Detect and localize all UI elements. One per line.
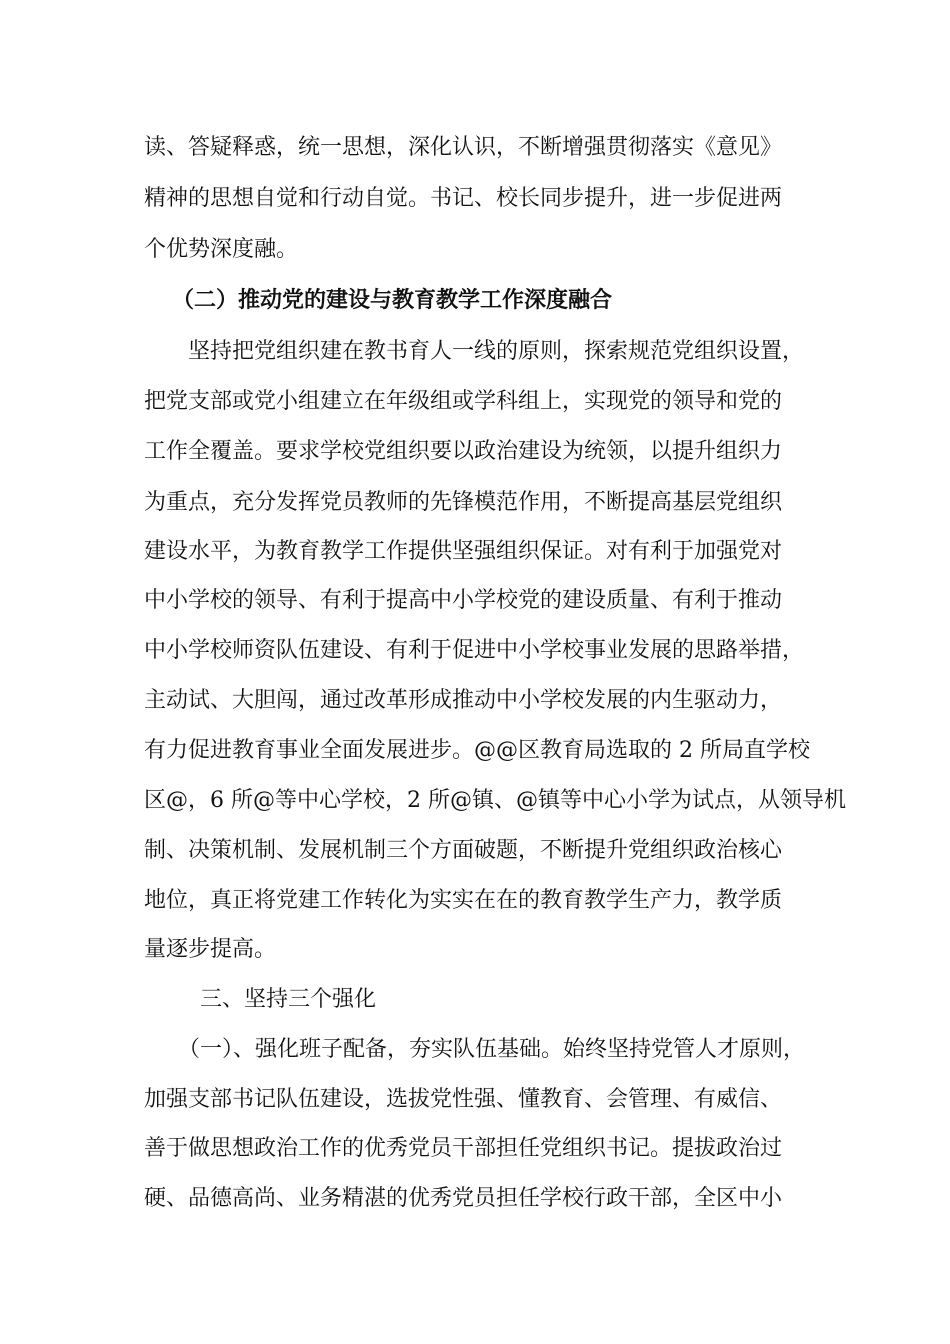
- paragraph-3-line-4: 硬、品德高尚、业务精湛的优秀党员担任学校行政干部，全区中小: [144, 1186, 783, 1211]
- paragraph-2-line-10: 区@，6 所@等中心学校，2 所@镇、@镇等中心小学为试点，从领导机: [144, 788, 846, 813]
- paragraph-3-line-2: 加强支部书记队伍建设，选拔党性强、懂教育、会管理、有威信、: [144, 1087, 783, 1112]
- paragraph-2-line-1: 坚持把党组织建在教书育人一线的原则，探索规范党组织设置，: [188, 339, 805, 364]
- paragraph-2-line-13: 量逐步提高。: [144, 937, 277, 962]
- paragraph-2-line-8: 主动试、大胆闯，通过改革形成推动中小学校发展的内生驱动力，: [144, 688, 783, 713]
- paragraph-3-line-3: 善于做思想政治工作的优秀党员干部担任党组织书记。提拔政治过: [144, 1136, 783, 1161]
- paragraph-2-line-3: 工作全覆盖。要求学校党组织要以政治建设为统领，以提升组织力: [144, 439, 783, 464]
- section-heading-3: 三、坚持三个强化: [200, 987, 377, 1012]
- paragraph-2-line-2: 把党支部或党小组建立在年级组或学科组上，实现党的领导和党的: [144, 389, 783, 414]
- paragraph-2-line-7: 中小学校师资队伍建设、有利于促进中小学校事业发展的思路举措，: [144, 638, 805, 663]
- paragraph-2-line-6: 中小学校的领导、有利于提高中小学校党的建设质量、有利于推动: [144, 588, 783, 613]
- paragraph-2-line-9: 有力促进教育事业全面发展进步。@@区教育局选取的 2 所局直学校: [144, 738, 810, 763]
- paragraph-3-line-1: （一）、强化班子配备，夯实队伍基础。始终坚持党管人才原则，: [178, 1037, 806, 1062]
- paragraph-1-line-2: 精神的思想自觉和行动自觉。书记、校长同步提升，进一步促进两: [144, 186, 783, 211]
- paragraph-1-line-3: 个优势深度融。: [144, 237, 299, 262]
- paragraph-2-line-5: 建设水平，为教育教学工作提供坚强组织保证。对有利于加强党对: [144, 539, 783, 564]
- paragraph-2-line-11: 制、决策机制、发展机制三个方面破题，不断提升党组织政治核心: [144, 838, 783, 863]
- paragraph-1-line-1: 读、答疑释惑，统一思想，深化认识，不断增强贯彻落实《意见》: [144, 135, 783, 160]
- paragraph-2-line-12: 地位，真正将党建工作转化为实实在在的教育教学生产力，教学质: [144, 888, 783, 913]
- paragraph-2-line-4: 为重点，充分发挥党员教师的先锋模范作用，不断提高基层党组织: [144, 490, 783, 515]
- section-heading-2: （二）推动党的建设与教育教学工作深度融合: [172, 287, 613, 313]
